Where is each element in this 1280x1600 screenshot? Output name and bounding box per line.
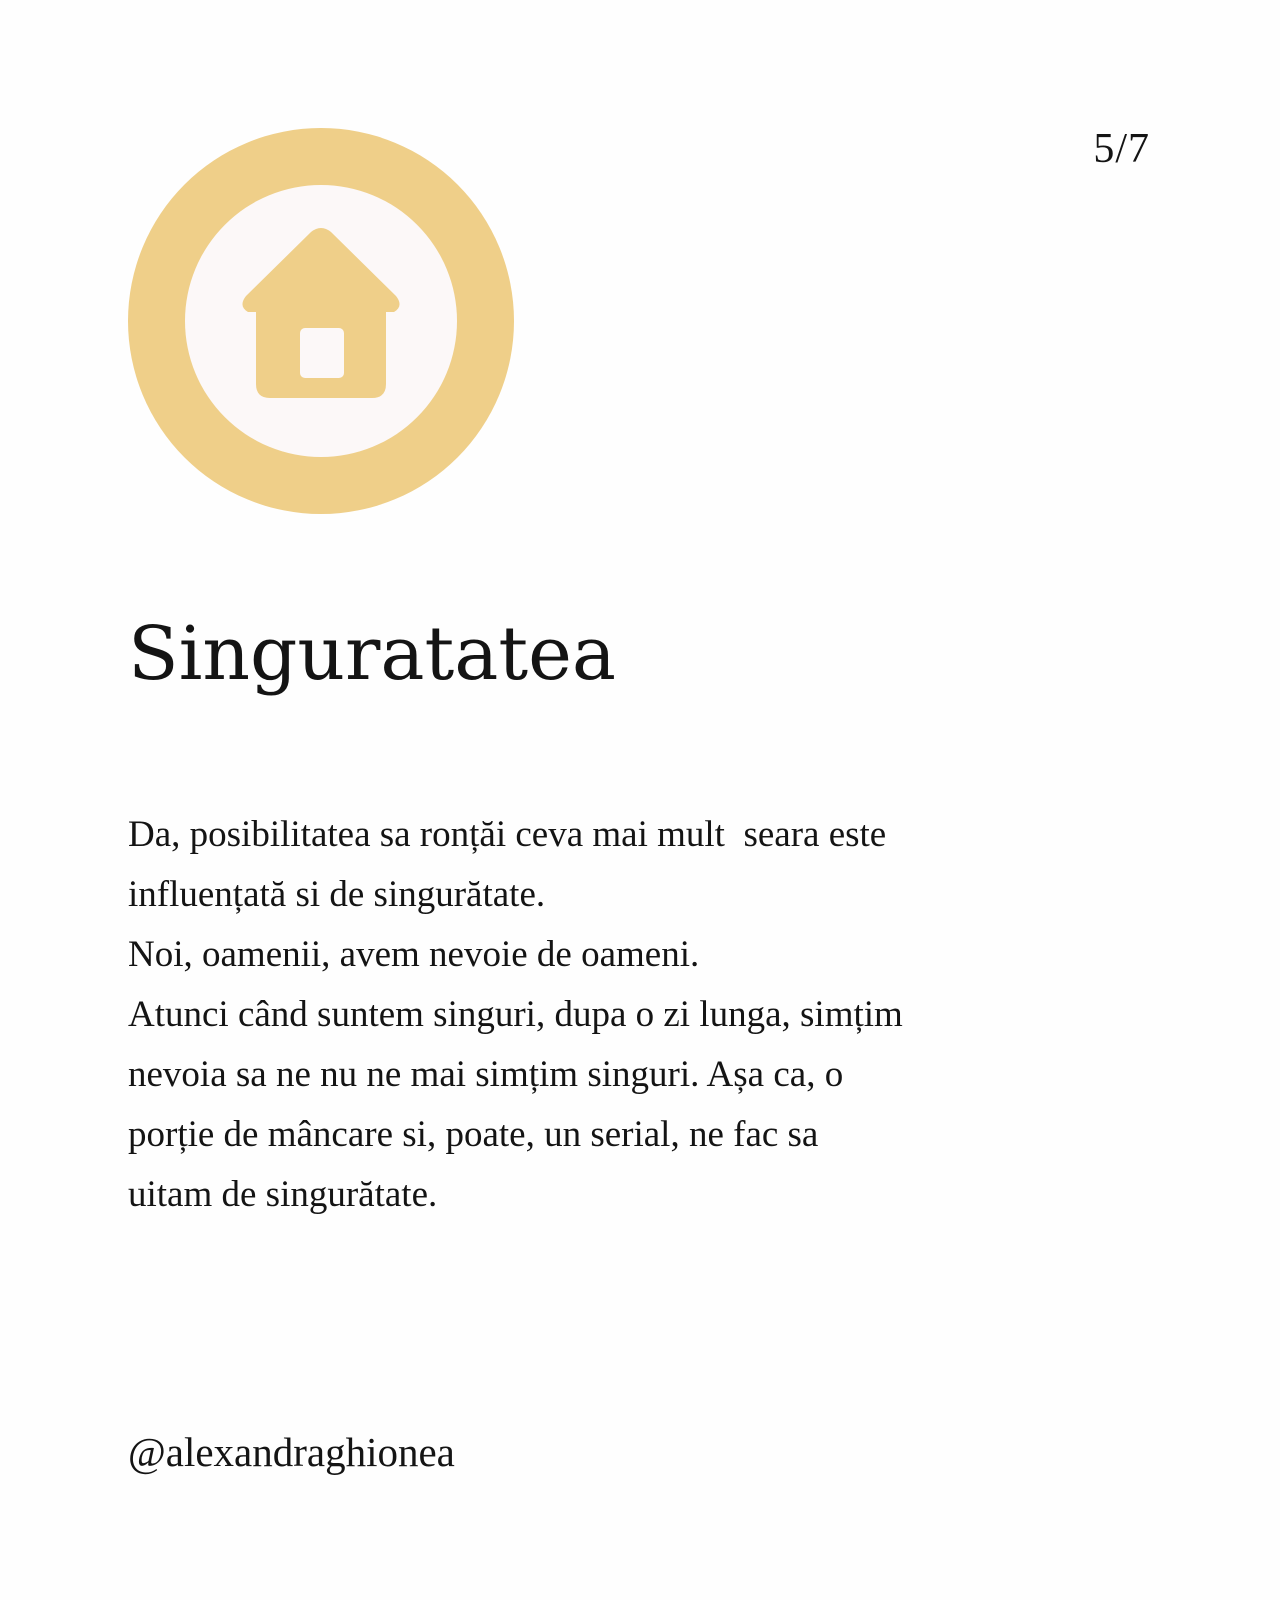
body-line: porție de mâncare si, poate, un serial, ne fac sa — [128, 1114, 819, 1155]
page-counter: 5/7 — [1093, 126, 1150, 172]
page-title: Singuratatea — [128, 611, 617, 697]
body-line: Atunci când suntem singuri, dupa o zi lunga, simțim — [128, 994, 903, 1035]
body-line: influențată si de singurătate. — [128, 874, 546, 915]
author-handle: @alexandraghionea — [128, 1429, 455, 1475]
body-line: uitam de singurătate. — [128, 1174, 438, 1215]
body-line: Noi, oamenii, avem nevoie de oameni. — [128, 934, 700, 975]
body-text — [128, 805, 1188, 1225]
home-icon — [128, 128, 514, 514]
body-line: nevoia sa ne nu ne mai simțim singuri. Așa ca, o — [128, 1054, 844, 1095]
house-window — [300, 328, 344, 378]
body-line: Da, posibilitatea sa ronțăi ceva mai mult seara este — [128, 814, 887, 855]
